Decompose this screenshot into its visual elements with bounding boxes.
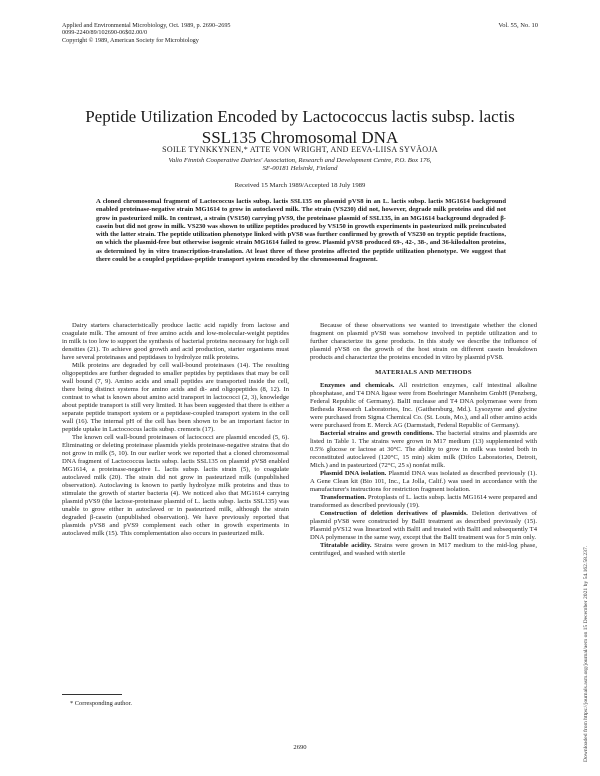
- methods-text: Strains were grown in M17 medium to the mid-log phase, centrifuged, and washed with sterile: [310, 542, 537, 557]
- running-header: [62, 22, 231, 44]
- body-column-left: [62, 322, 289, 538]
- run-in-heading: Construction of deletion derivatives of plasmids.: [320, 510, 468, 517]
- methods-text: Plasmid DNA was isolated as described previously (1). A Gene Clean kit (Bio 101, Inc., La Jolla, Calif.) was used in accordance with the manufacturer's instructions for restriction fragment isolation.: [310, 470, 537, 493]
- body-paragraph: Dairy starters characteristically produce lactic acid rapidly from lactose and coagulate milk. The amount of free amino acids and low-molecular-weight peptides in milk is too low to support the synthesis of bacterial proteins necessary for high cell densities (21). To achieve good growth and acid production, starter organisms must have several proteinases and peptidases to hydrolyze milk proteins.: [62, 322, 289, 361]
- section-heading-methods: MATERIALS AND METHODS: [375, 369, 472, 376]
- article-code: 0099-2240/89/102690-06$02.00/0: [62, 29, 148, 37]
- run-in-heading: Titratable acidity.: [320, 542, 372, 549]
- affiliation-line-1: Valio Finnish Cooperative Dairies' Association, Research and Development Centre, P.O. Box 176,: [168, 157, 432, 164]
- methods-paragraph: [310, 542, 537, 558]
- body-paragraph: The known cell wall-bound proteinases of lactococci are plasmid encoded (5, 6). Eliminating or deleting proteinase plasmids yields proteinase-negative strains that do not grow in milk (5, 10). In our earlier work we reported that a cloned chromosomal DNA fragment of Lactococcus lactis subsp. lactis SSL135 on plasmid pVS8 enabled MG1614, a proteinase-negative L. lactis subsp. lactis strain (5), to coagulate autoclaved milk (20). The strain did not grow in pasteurized milk (unpublished observation). Autoclaving is known to partly hydrolyze milk proteins and thus to stimulate the growth of starter bacteria (4). We noticed also that MG1614 carrying plasmid pVS9 (the lactose-proteinase plasmid of L. lactis subsp. lactis SSL135) was unable to grow either in autoclaved or in pasteurized milk, although the strain degraded β-casein (unpublished observation). We have previously reported that plasmids pVS8 and pVS9 complement each other in growth experiments in autoclaved milk (15). This complementation also occurs in pasteurized milk.: [62, 434, 289, 537]
- methods-paragraph: [310, 510, 537, 542]
- affiliation-line-2: SF-00181 Helsinki, Finland: [262, 165, 338, 172]
- run-in-heading: Plasmid DNA isolation.: [320, 470, 387, 477]
- methods-text: Protoplasts of L. lactis subsp. lactis MG1614 were prepared and transformed as described previously (19).: [310, 494, 537, 509]
- received-dates: Received 15 March 1989/Accepted 18 July 1989: [234, 182, 366, 189]
- body-column-right: [310, 322, 537, 558]
- copyright-line: Copyright © 1989, American Society for Microbiology: [62, 36, 199, 44]
- corresponding-author-footnote: * Corresponding author.: [70, 700, 132, 707]
- run-in-heading: Bacterial strains and growth conditions.: [320, 430, 434, 437]
- footnote-divider: [62, 694, 122, 695]
- run-in-heading: Enzymes and chemicals.: [320, 382, 395, 389]
- title-line-1: Peptide Utilization Encoded by Lactococcus lactis subsp. lactis: [85, 107, 515, 127]
- methods-paragraph: [310, 382, 537, 430]
- journal-citation: Applied and Environmental Microbiology, Oct. 1989, p. 2690–2695: [62, 22, 231, 29]
- methods-text: All restriction enzymes, calf intestinal alkaline phosphatase, and T4 DNA ligase were from Boehringer Mannheim GmbH (Penzberg, Federal Republic of Germany). BalII nuclease and T4 DNA polymerase were from Bethesda Research Laboratories, Inc. (Gaithersburg, Md.). Lysozyme and glycine were purchased from Sigma Chemical Co. (St. Louis, Mo.), and all other amino acids were purchased from E. Merck AG (Darmstadt, Federal Republic of Germany).: [310, 382, 537, 429]
- download-watermark: Downloaded from https://journals.asm.org/journal/aem on 15 December 2021 by 54.162.58.237.: [583, 545, 589, 762]
- title-line-2: SSL135 Chromosomal DNA: [201, 128, 399, 148]
- affiliation: [60, 157, 540, 173]
- methods-paragraph: [310, 430, 537, 470]
- author-list: SOILE TYNKKYNEN,* ATTE VON WRIGHT, AND EEVA-LIISA SYVÄOJA: [162, 145, 438, 154]
- volume-issue: Vol. 55, No. 10: [498, 22, 538, 29]
- run-in-heading: Transformation.: [320, 494, 367, 501]
- abstract: A cloned chromosomal fragment of Lactococcus lactis subsp. lactis SSL135 on plasmid pVS8 in an L. lactis subsp. lactis MG1614 background enabled proteinase-negative strain MG1614 to grow in autoclaved milk. The strain (VS230) did not, however, degrade milk proteins and did not grow in pasteurized milk. In contrast, a strain (VS150) carrying pVS9, the proteinase plasmid of SSL135, in an MG1614 background degraded β-casein but did not grow in milk. VS230 was shown to utilize peptides produced by VS150 in growth experiments in pasteurized milk preincubated with the latter strain. The peptide utilization phenotype linked with pVS8 was further confirmed by growth of VS230 on tryptic peptide fractions, on which the plasmid-free but otherwise isogenic strain MG1614 failed to grow. Plasmid pVS8 produced 69-, 42-, 38-, and 36-kilodalton proteins, as determined by in vitro transcription-translation. At least three of these proteins affected the peptide utilization phenotype. We suggest that there could be a coupled peptidase-peptide transport system encoded by the chromosomal fragment.: [96, 198, 506, 264]
- methods-paragraph: [310, 470, 537, 494]
- methods-text: Deletion derivatives of plasmid pVS8 were constructed by BalII treatment as described previously (15). Plasmid pVS12 was linearized with BalII and treated with BalII and subsequently T4 DNA polymerase in the same way, except that the BalII treatment was for 5 min only.: [310, 510, 537, 541]
- body-paragraph: Because of these observations we wanted to investigate whether the cloned fragment on plasmid pVS8 was somehow involved in peptide utilization and to further characterize its gene products. In this study we describe the influence of plasmid pVS8 on the growth of the host strain on different casein breakdown products and characterize the proteins encoded in vitro by plasmid pVS8.: [310, 322, 537, 361]
- methods-text: The bacterial strains and plasmids are listed in Table 1. The strains were grown in M17 medium (13) supplemented with 0.5% glucose or lactose at 30°C. The ability to grow in milk was tested both in reconstituted autoclaved (120°C, 15 min) skim milk (Difco Laboratories, Detroit, Mich.) and in pasteurized (72°C, 25 s) nonfat milk.: [310, 430, 537, 469]
- body-paragraph: Milk proteins are degraded by cell wall-bound proteinases (14). The resulting oligopeptides are further degraded to smaller peptides by peptidases that may be cell wall bound (7, 9). Amino acids and small peptides are transported inside the cell, there being distinct systems for amino acids and di- and oligopeptides (8, 12). In contrast to what is known about amino acid transport in lactococci (2, 3), knowledge about peptide transport is still very limited. It has been suggested that there is either a separate peptide transport system or a peptidase-coupled transport system in the cell wall (16). The internal pH of the cell has been shown to be an important factor in peptide uptake in Lactococcus lactis subsp. cremoris (17).: [62, 362, 289, 433]
- page-number: 2690: [293, 744, 307, 751]
- methods-paragraph: [310, 494, 537, 510]
- article-title: [40, 106, 560, 148]
